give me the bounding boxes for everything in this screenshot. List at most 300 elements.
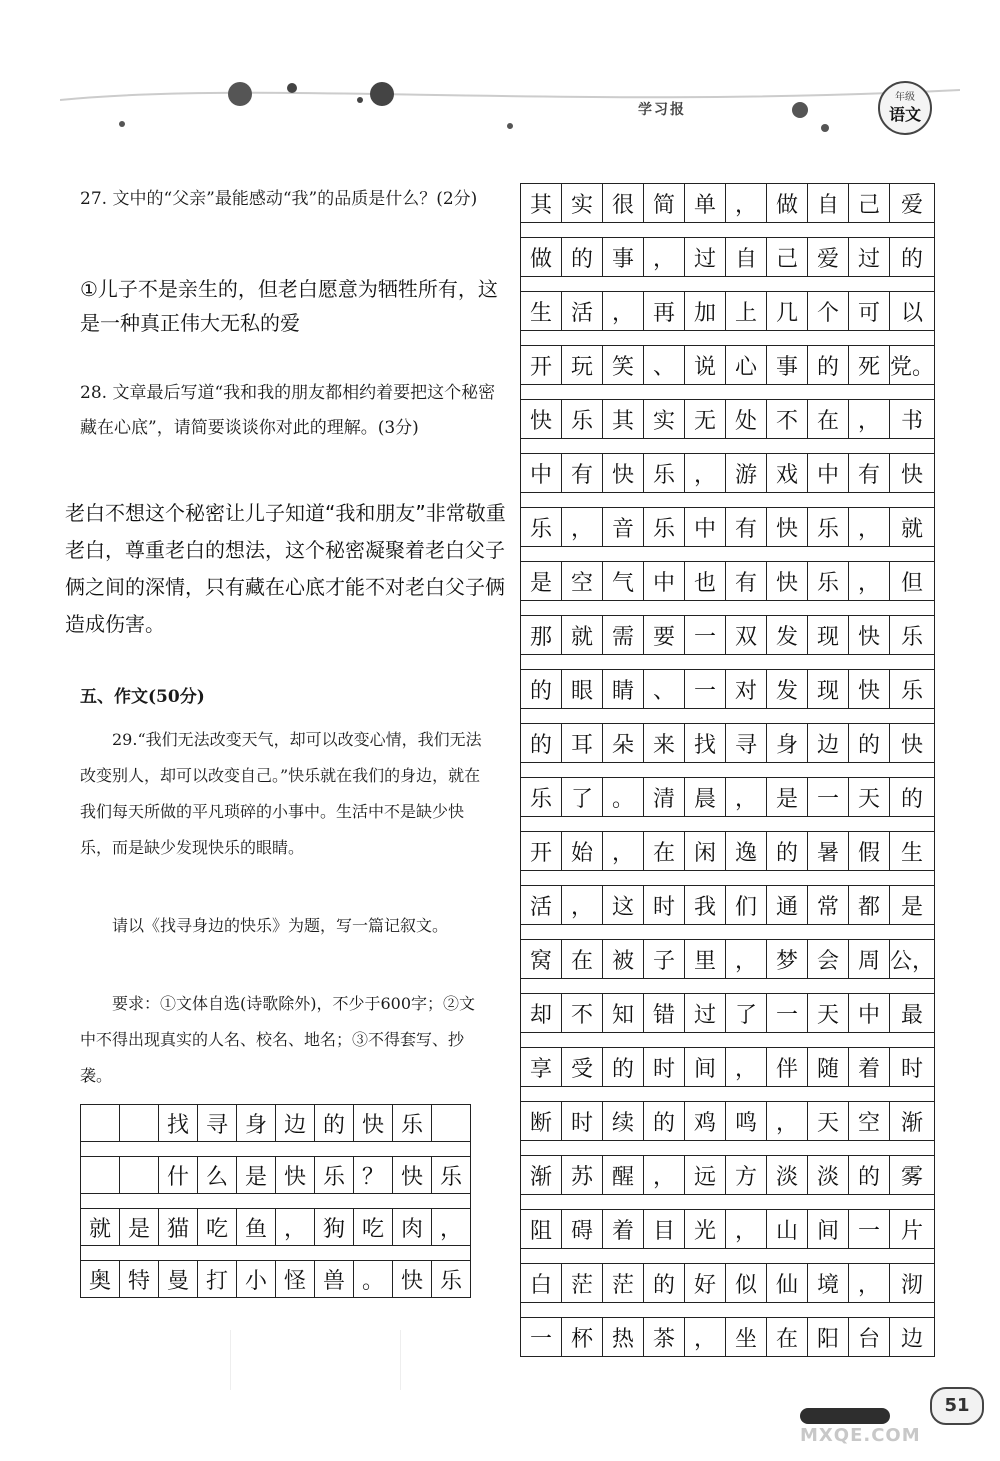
grid-gap-cell	[767, 817, 808, 832]
grid-cell: 坐	[726, 1318, 767, 1357]
grid-gap-cell	[849, 1141, 890, 1156]
grid-gap-cell	[726, 385, 767, 400]
grid-gap-cell	[562, 1303, 603, 1318]
grid-cell: 了	[726, 994, 767, 1033]
grid-cell: 有	[849, 454, 890, 493]
grid-gap-cell	[849, 547, 890, 562]
grid-cell: 以	[890, 292, 935, 331]
grid-cell: 中	[685, 508, 726, 547]
grid-row	[81, 1209, 471, 1246]
grid-gap-cell	[562, 709, 603, 724]
grid-cell: 晨	[685, 778, 726, 817]
grid-cell: 活	[521, 886, 562, 925]
grid-gap-cell	[685, 1141, 726, 1156]
grid-gap-cell	[890, 871, 935, 886]
grid-gap-cell	[237, 1246, 276, 1261]
grid-gap-cell	[120, 1142, 159, 1157]
answer-27: ①儿子不是亲生的，但老白愿意为牺牲所有，这是一种真正伟大无私的爱	[80, 277, 498, 335]
grid-row	[521, 832, 935, 871]
grid-cell: 光	[685, 1210, 726, 1249]
grid-gap-cell	[562, 925, 603, 940]
grid-cell: 么	[198, 1157, 237, 1194]
grid-gap-cell	[808, 547, 849, 562]
logo-sub-text: 年级	[895, 92, 915, 103]
grid-gap-cell	[603, 763, 644, 778]
grid-gap-cell	[159, 1246, 198, 1261]
grid-cell: 有	[562, 454, 603, 493]
grid-gap-cell	[603, 547, 644, 562]
grid-gap-cell	[767, 223, 808, 238]
grid-cell: 阻	[521, 1210, 562, 1249]
grid-cell: 上	[726, 292, 767, 331]
grid-cell: 乐	[432, 1261, 471, 1298]
grid-cell: ，	[685, 454, 726, 493]
grid-gap-cell	[120, 1194, 159, 1209]
grid-gap-cell	[890, 925, 935, 940]
grid-cell: 来	[644, 724, 685, 763]
grid-gap-cell	[685, 1195, 726, 1210]
grid-gap-cell	[808, 1303, 849, 1318]
grid-cell: 的	[521, 670, 562, 709]
grid-cell: 快	[767, 508, 808, 547]
logo-text: 语文	[888, 105, 922, 124]
grid-gap-cell	[890, 493, 935, 508]
grid-row	[521, 724, 935, 763]
grid-gap-row	[521, 1033, 935, 1048]
grid-cell: 山	[767, 1210, 808, 1249]
grid-gap-cell	[603, 1087, 644, 1102]
grid-cell: 梦	[767, 940, 808, 979]
grid-cell: 但	[890, 562, 935, 601]
grid-cell: 错	[644, 994, 685, 1033]
grid-gap-cell	[726, 277, 767, 292]
grid-gap-cell	[849, 1033, 890, 1048]
grid-cell: 乐	[808, 508, 849, 547]
grid-cell: 的	[808, 346, 849, 385]
grid-cell: 双	[726, 616, 767, 655]
grid-gap-cell	[890, 1087, 935, 1102]
grid-gap-cell	[432, 1194, 471, 1209]
grid-gap-cell	[644, 1303, 685, 1318]
grid-cell: 天	[808, 1102, 849, 1141]
grid-cell: 知	[603, 994, 644, 1033]
grid-gap-cell	[198, 1194, 237, 1209]
grid-cell: 一	[685, 616, 726, 655]
grid-cell: 很	[603, 184, 644, 223]
grid-cell: ，	[685, 1318, 726, 1357]
grid-cell: 心	[726, 346, 767, 385]
grid-cell: 茫	[603, 1264, 644, 1303]
grid-gap-cell	[562, 1087, 603, 1102]
grid-gap-row	[521, 709, 935, 724]
grid-cell: 找	[159, 1105, 198, 1142]
grid-cell: 一	[521, 1318, 562, 1357]
grid-gap-cell	[767, 439, 808, 454]
grid-gap-cell	[890, 709, 935, 724]
grid-cell: 开	[521, 832, 562, 871]
grid-cell: 中	[521, 454, 562, 493]
grid-cell: 渐	[890, 1102, 935, 1141]
grid-cell: 在	[644, 832, 685, 871]
grid-gap-cell	[521, 1303, 562, 1318]
grid-gap-cell	[81, 1246, 120, 1261]
grid-gap-cell	[890, 223, 935, 238]
grid-gap-cell	[644, 277, 685, 292]
grid-gap-row	[521, 493, 935, 508]
grid-cell: 中	[849, 994, 890, 1033]
grid-cell: 死	[849, 346, 890, 385]
grid-cell: 现	[808, 670, 849, 709]
grid-cell: ，	[849, 562, 890, 601]
grid-cell: 最	[890, 994, 935, 1033]
grid-cell: 加	[685, 292, 726, 331]
grid-cell	[120, 1105, 159, 1142]
grid-cell: 、	[644, 346, 685, 385]
grid-gap-row	[521, 1141, 935, 1156]
grid-cell: 着	[603, 1210, 644, 1249]
grid-gap-cell	[644, 331, 685, 346]
grid-row	[521, 562, 935, 601]
scan-artifact	[230, 1330, 231, 1390]
grid-gap-cell	[808, 331, 849, 346]
grid-cell: 无	[685, 400, 726, 439]
grid-gap-cell	[726, 493, 767, 508]
grid-gap-cell	[890, 1303, 935, 1318]
grid-gap-cell	[603, 709, 644, 724]
grid-cell: ，	[644, 238, 685, 277]
grid-gap-cell	[521, 277, 562, 292]
grid-gap-cell	[808, 925, 849, 940]
grid-gap-cell	[685, 331, 726, 346]
grid-gap-row	[81, 1194, 471, 1209]
grid-cell: 的	[521, 724, 562, 763]
grid-cell: ，	[562, 508, 603, 547]
grid-cell: 的	[849, 724, 890, 763]
grid-cell: 雾	[890, 1156, 935, 1195]
grid-gap-cell	[685, 223, 726, 238]
grid-cell: 受	[562, 1048, 603, 1087]
grid-gap-cell	[562, 979, 603, 994]
grid-cell: 台	[849, 1318, 890, 1357]
grid-gap-cell	[603, 1195, 644, 1210]
grid-gap-cell	[767, 331, 808, 346]
grid-gap-cell	[644, 1249, 685, 1264]
grid-cell: 淡	[808, 1156, 849, 1195]
grid-gap-cell	[808, 871, 849, 886]
grid-gap-cell	[808, 223, 849, 238]
question-29-task: 请以《找寻身边的快乐》为题，写一篇记叙文。	[112, 916, 449, 935]
grid-gap-cell	[603, 925, 644, 940]
grid-gap-cell	[890, 1141, 935, 1156]
grid-gap-cell	[808, 709, 849, 724]
grid-gap-cell	[603, 1141, 644, 1156]
grid-cell: 断	[521, 1102, 562, 1141]
grid-gap-cell	[562, 871, 603, 886]
grid-cell: 事	[603, 238, 644, 277]
grid-cell: 仙	[767, 1264, 808, 1303]
grid-gap-row	[81, 1246, 471, 1261]
grid-cell: 似	[726, 1264, 767, 1303]
grid-cell: ，	[726, 1048, 767, 1087]
grid-cell: 周	[849, 940, 890, 979]
grid-cell: ，	[849, 400, 890, 439]
grid-cell: 乐	[393, 1105, 432, 1142]
grid-cell: 始	[562, 832, 603, 871]
grid-cell: 活	[562, 292, 603, 331]
grid-cell: 现	[808, 616, 849, 655]
grid-cell: 事	[767, 346, 808, 385]
grid-gap-cell	[726, 1087, 767, 1102]
grid-cell: 己	[849, 184, 890, 223]
grid-gap-cell	[393, 1194, 432, 1209]
grid-gap-cell	[685, 601, 726, 616]
grid-cell: 怪	[276, 1261, 315, 1298]
grid-gap-cell	[644, 1087, 685, 1102]
grid-cell: 的	[644, 1264, 685, 1303]
grid-gap-cell	[685, 277, 726, 292]
grid-cell: 乐	[890, 670, 935, 709]
grid-cell: 过	[849, 238, 890, 277]
grid-cell: 杯	[562, 1318, 603, 1357]
grid-gap-cell	[562, 277, 603, 292]
grid-gap-cell	[726, 1249, 767, 1264]
grid-gap-cell	[603, 1303, 644, 1318]
grid-gap-cell	[685, 547, 726, 562]
grid-gap-row	[521, 331, 935, 346]
grid-gap-cell	[644, 655, 685, 670]
grid-gap-row	[521, 223, 935, 238]
grid-cell: 开	[521, 346, 562, 385]
grid-gap-cell	[808, 763, 849, 778]
grid-gap-cell	[808, 493, 849, 508]
grid-gap-cell	[315, 1246, 354, 1261]
grid-gap-cell	[521, 439, 562, 454]
grid-cell: 几	[767, 292, 808, 331]
grid-gap-cell	[767, 1141, 808, 1156]
grid-gap-cell	[726, 601, 767, 616]
grid-cell: 乐	[432, 1157, 471, 1194]
grid-gap-cell	[726, 709, 767, 724]
question-29-prompt: 29.“我们无法改变天气，却可以改变心情，我们无法改变别人，却可以改变自己。”快乐就在我们的身边，就在我们每天所做的平凡琐碎的小事中。生活中不是缺少快乐，而是缺少发现快乐的眼睛。	[80, 730, 482, 857]
grid-cell: 发	[767, 670, 808, 709]
grid-gap-cell	[808, 439, 849, 454]
grid-gap-cell	[685, 655, 726, 670]
grid-cell: 渐	[521, 1156, 562, 1195]
grid-gap-cell	[562, 601, 603, 616]
grid-cell: 方	[726, 1156, 767, 1195]
grid-cell: 耳	[562, 724, 603, 763]
grid-cell: 吃	[198, 1209, 237, 1246]
grid-cell: 们	[726, 886, 767, 925]
grid-cell: 就	[81, 1209, 120, 1246]
grid-gap-cell	[726, 655, 767, 670]
grid-cell: 睛	[603, 670, 644, 709]
grid-gap-cell	[849, 1249, 890, 1264]
grid-gap-cell	[644, 439, 685, 454]
grid-cell: 狗	[315, 1209, 354, 1246]
grid-gap-cell	[562, 1195, 603, 1210]
grid-cell: 乐	[808, 562, 849, 601]
grid-gap-cell	[849, 925, 890, 940]
grid-gap-cell	[767, 385, 808, 400]
grid-gap-cell	[521, 871, 562, 886]
grid-gap-cell	[276, 1194, 315, 1209]
grid-gap-cell	[315, 1142, 354, 1157]
grid-cell: 鸡	[685, 1102, 726, 1141]
grid-cell: 就	[562, 616, 603, 655]
grid-cell: 快	[849, 616, 890, 655]
grid-gap-row	[521, 385, 935, 400]
grid-cell: 其	[521, 184, 562, 223]
grid-cell: 空	[562, 562, 603, 601]
grid-cell: 寻	[726, 724, 767, 763]
grid-cell: 吃	[354, 1209, 393, 1246]
grid-row	[521, 1048, 935, 1087]
grid-gap-cell	[890, 547, 935, 562]
grid-cell: 特	[120, 1261, 159, 1298]
grid-cell: 要	[644, 616, 685, 655]
grid-gap-cell	[521, 817, 562, 832]
grid-cell: 淡	[767, 1156, 808, 1195]
grid-gap-cell	[726, 1141, 767, 1156]
grid-cell: 生	[890, 832, 935, 871]
grid-cell: 简	[644, 184, 685, 223]
question-29-requirements: 要求：①文体自选(诗歌除外)，不少于600字；②文中不得出现真实的人名、校名、地名；③不得套写、抄袭。	[80, 994, 476, 1085]
grid-cell: ，	[726, 940, 767, 979]
grid-gap-cell	[767, 763, 808, 778]
grid-cell: 在	[767, 1318, 808, 1357]
grid-cell: ，	[562, 886, 603, 925]
scan-artifact	[400, 1330, 401, 1390]
grid-gap-cell	[644, 385, 685, 400]
grid-cell: 热	[603, 1318, 644, 1357]
grid-cell: 都	[849, 886, 890, 925]
grid-cell: 发	[767, 616, 808, 655]
grid-gap-cell	[849, 223, 890, 238]
grid-gap-cell	[81, 1142, 120, 1157]
grid-cell: 常	[808, 886, 849, 925]
grid-cell: 我	[685, 886, 726, 925]
grid-gap-cell	[767, 1087, 808, 1102]
grid-row	[521, 1210, 935, 1249]
grid-gap-cell	[685, 439, 726, 454]
grid-row	[521, 184, 935, 223]
grid-cell: 需	[603, 616, 644, 655]
grid-gap-cell	[562, 547, 603, 562]
grid-row	[521, 1102, 935, 1141]
grid-cell	[81, 1157, 120, 1194]
grid-cell: 阳	[808, 1318, 849, 1357]
grid-cell: 快	[354, 1105, 393, 1142]
grid-cell: 清	[644, 778, 685, 817]
grid-gap-cell	[603, 439, 644, 454]
grid-cell: 快	[890, 454, 935, 493]
grid-gap-cell	[685, 385, 726, 400]
grid-cell: 就	[890, 508, 935, 547]
grid-gap-cell	[849, 439, 890, 454]
grid-cell: ，	[276, 1209, 315, 1246]
grid-gap-cell	[521, 385, 562, 400]
grid-cell: ，	[644, 1156, 685, 1195]
grid-gap-cell	[849, 979, 890, 994]
grid-cell: 快	[393, 1261, 432, 1298]
grid-cell: 书	[890, 400, 935, 439]
grid-gap-cell	[767, 601, 808, 616]
grid-cell: 边	[808, 724, 849, 763]
grid-cell: 快	[393, 1157, 432, 1194]
grid-gap-row	[521, 601, 935, 616]
grid-gap-cell	[603, 1249, 644, 1264]
grid-cell: 眼	[562, 670, 603, 709]
grid-cell: 做	[521, 238, 562, 277]
grid-cell: 快	[849, 670, 890, 709]
grid-cell	[120, 1157, 159, 1194]
grid-gap-cell	[237, 1194, 276, 1209]
grid-gap-cell	[890, 979, 935, 994]
grid-row	[81, 1105, 471, 1142]
grid-cell: 边	[890, 1318, 935, 1357]
grid-gap-cell	[603, 817, 644, 832]
grid-gap-cell	[890, 1033, 935, 1048]
grid-cell: 那	[521, 616, 562, 655]
grid-gap-cell	[849, 1303, 890, 1318]
grid-cell: 什	[159, 1157, 198, 1194]
grid-cell: 猫	[159, 1209, 198, 1246]
grid-gap-cell	[644, 709, 685, 724]
grid-cell: 朵	[603, 724, 644, 763]
grid-cell: 乐	[562, 400, 603, 439]
grid-cell: 己	[767, 238, 808, 277]
grid-cell: 享	[521, 1048, 562, 1087]
grid-cell: 。	[603, 778, 644, 817]
grid-gap-row	[521, 277, 935, 292]
grid-row	[521, 616, 935, 655]
grid-gap-cell	[767, 655, 808, 670]
grid-cell: 的	[767, 832, 808, 871]
grid-gap-cell	[603, 655, 644, 670]
grid-gap-cell	[237, 1142, 276, 1157]
grid-cell: 笑	[603, 346, 644, 385]
section-title: 五、作文(50分)	[80, 687, 205, 707]
grid-cell: 有	[726, 562, 767, 601]
grid-gap-cell	[562, 817, 603, 832]
grid-gap-cell	[849, 871, 890, 886]
grid-cell: 快	[521, 400, 562, 439]
grid-cell: 肉	[393, 1209, 432, 1246]
grid-gap-cell	[890, 601, 935, 616]
grid-cell: 生	[521, 292, 562, 331]
grid-cell: 说	[685, 346, 726, 385]
grid-gap-cell	[644, 1141, 685, 1156]
grid-cell: 会	[808, 940, 849, 979]
grid-gap-cell	[849, 385, 890, 400]
grid-gap-cell	[726, 925, 767, 940]
grid-gap-cell	[767, 709, 808, 724]
grid-gap-cell	[726, 817, 767, 832]
grid-cell: 乐	[890, 616, 935, 655]
grid-gap-cell	[644, 817, 685, 832]
grid-cell: 一	[808, 778, 849, 817]
grid-gap-cell	[890, 763, 935, 778]
grid-gap-cell	[685, 763, 726, 778]
grid-cell: 目	[644, 1210, 685, 1249]
grid-gap-cell	[849, 709, 890, 724]
grid-cell: 天	[808, 994, 849, 1033]
grid-gap-cell	[393, 1142, 432, 1157]
grid-gap-cell	[685, 925, 726, 940]
grid-row	[521, 778, 935, 817]
grid-gap-cell	[432, 1246, 471, 1261]
